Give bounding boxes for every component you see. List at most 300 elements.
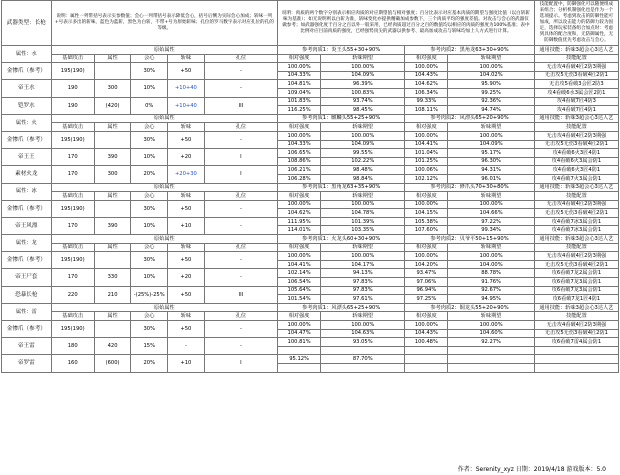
crit-value: 30%	[131, 131, 168, 148]
base-attack: 220	[51, 286, 94, 303]
section-header-row	[2, 183, 619, 192]
skill-config: 攻6看破7龙2属会防1	[534, 269, 618, 278]
reference-meat-2: 参考肉质2：修爪头70+30+80%	[405, 183, 534, 192]
relative-strength-1: 104.62%	[278, 209, 321, 218]
sharp-expectation-1: 98.84%	[321, 174, 405, 183]
sharp-expectation-1: 101.39%	[321, 217, 405, 226]
reference-meat-1: 参考肉质1：风漂头65+25+90%	[278, 303, 405, 312]
column-header: 斩味	[168, 192, 205, 201]
sharp-expectation-1: 96.39%	[321, 80, 405, 89]
crit-value: 15%	[131, 338, 168, 355]
sharp-expectation-1: 100.00%	[321, 321, 405, 330]
weapon-row	[2, 321, 619, 330]
sharp-expectation-2: 92.27%	[448, 338, 534, 347]
slot-value: III	[204, 286, 277, 303]
sharp-expectation-2: 99.25%	[448, 88, 534, 97]
relative-strength-2: 104.15%	[405, 209, 448, 218]
section-header-row	[2, 303, 619, 312]
relative-strength-2	[405, 346, 448, 355]
sharpness-value: +50	[168, 63, 205, 80]
sharp-expectation-2: 100.00%	[448, 63, 534, 72]
relative-strength-2: 105.38%	[405, 217, 448, 226]
element-value: 420	[94, 338, 131, 355]
slot-value: -	[204, 321, 277, 338]
slot-value: III	[204, 97, 277, 114]
sharp-expectation-2	[448, 346, 534, 355]
base-attack: 195(190)	[51, 131, 94, 148]
reference-meat-2: 参考肉质2：风漂头65+20+90%	[405, 114, 534, 123]
weapon-name: 金惨爪（参考）	[2, 252, 52, 269]
relative-strength-1: 101.54%	[278, 295, 321, 304]
sharp-expectation-1: 87.70%	[321, 355, 405, 364]
column-header: 相对强度	[405, 243, 448, 252]
sharp-expectation-1: 100.00%	[321, 131, 405, 140]
sharp-expectation-1: 93.05%	[321, 338, 405, 347]
sharp-expectation-2: 95.90%	[448, 80, 534, 89]
crit-value: -(25%)-25%	[131, 286, 168, 303]
skill-config: 无击攻5无伤3看破4匠2防1	[534, 71, 618, 80]
sharp-expectation-1: 104.17%	[321, 260, 405, 269]
sharpness-value: +20	[168, 149, 205, 166]
header-row	[2, 1, 619, 46]
skill-config: 无击攻5无伤3看破4匠2防1	[534, 329, 618, 338]
skill-config: 攻4看破7冰3属会防1	[534, 217, 618, 226]
element-value: 330	[94, 269, 131, 286]
sharp-expectation-2	[448, 355, 534, 364]
skill-config: 攻4看破6水3属会匠2防1	[534, 88, 618, 97]
column-header: 基础攻击	[51, 312, 94, 321]
weapon-name: 帝王雷	[2, 338, 52, 355]
weapon-row	[2, 149, 619, 158]
weapon-name: 金惨爪（参考）	[2, 200, 52, 217]
sharpness-value: +10	[168, 355, 205, 372]
sharp-expectation-2: 104.09%	[448, 140, 534, 149]
column-header: 技能配置	[534, 192, 618, 201]
element-value: (600)	[94, 355, 131, 372]
column-header: 斩味期望	[448, 243, 534, 252]
relative-strength-2: 104.41%	[405, 140, 448, 149]
skill-config: 无击攻4看破4匠2防3期强	[534, 321, 618, 330]
relative-strength-2: 107.60%	[405, 226, 448, 235]
reference-meat-1: 参考肉质1：黑角龙63+35+90%	[278, 183, 405, 192]
crit-value: 10%	[131, 217, 168, 234]
crit-value: 30%	[131, 200, 168, 217]
sharp-expectation-1: 100.00%	[321, 63, 405, 72]
sharp-expectation-1: 97.61%	[321, 295, 405, 304]
column-header: 相对强度	[278, 243, 321, 252]
element-value	[94, 321, 131, 338]
relative-strength-1	[278, 346, 321, 355]
slot-value: -	[204, 200, 277, 217]
column-header: 技能配置	[534, 243, 618, 252]
relative-strength-1: 106.54%	[278, 278, 321, 287]
column-header: 孔位	[204, 54, 277, 63]
relative-strength-2: 100.00%	[405, 200, 448, 209]
relative-strength-2: 106.34%	[405, 88, 448, 97]
skill-config: 无击攻5看破3会匠2防3	[534, 80, 618, 89]
slot-value: I	[204, 355, 277, 372]
sharp-expectation-2: 100.00%	[448, 321, 534, 330]
slot-value: -	[204, 269, 277, 286]
base-attr-label: 原始属性	[51, 46, 277, 55]
crit-value: 20%	[131, 166, 168, 183]
sharp-expectation-2: 100.00%	[448, 252, 534, 261]
common-skill: 通用技能：斩味3超会心3达人艺	[534, 183, 618, 192]
relative-strength-1: 104.33%	[278, 140, 321, 149]
element-value: 390	[94, 149, 131, 166]
column-header: 会心	[131, 312, 168, 321]
relative-strength-1: 101.83%	[278, 97, 321, 106]
sharpness-value: +20+30	[168, 166, 205, 183]
skill-config: 无击攻4看破4匠2防3期强	[534, 131, 618, 140]
slot-value: -	[204, 217, 277, 234]
skill-config: 无击攻4看破4匠2防3期强	[534, 63, 618, 72]
base-attr-label: 原始属性	[51, 114, 277, 123]
relative-strength-2: 100.00%	[405, 321, 448, 330]
reference-meat-2: 参考肉质2：铜龙头55+20+90%	[405, 303, 534, 312]
base-attack: 195(190)	[51, 200, 94, 217]
sharp-expectation-1: 104.78%	[321, 209, 405, 218]
base-attack: 170	[51, 149, 94, 166]
slot-value: -	[204, 63, 277, 80]
relative-strength-1: 95.12%	[278, 355, 321, 364]
sharp-expectation-2: 92.36%	[448, 97, 534, 106]
sharpness-value: +10+40	[168, 80, 205, 97]
column-header-row	[2, 54, 619, 63]
relative-strength-1: 105.64%	[278, 286, 321, 295]
column-header: 斩味期望	[448, 54, 534, 63]
sharp-expectation-1: 104.63%	[321, 329, 405, 338]
sharp-expectation-1: 94.13%	[321, 269, 405, 278]
relative-strength-1: 116.25%	[278, 106, 321, 115]
relative-strength-2: 101.04%	[405, 149, 448, 158]
skill-config: 攻6看破7龙3属会防1	[534, 278, 618, 287]
column-header: 会心	[131, 192, 168, 201]
relative-strength-1: 104.33%	[278, 71, 321, 80]
skill-config	[534, 346, 618, 355]
relative-strength-2: 100.00%	[405, 252, 448, 261]
column-header: 孔位	[204, 192, 277, 201]
column-header: 属性	[94, 312, 131, 321]
sharp-expectation-2: 94.31%	[448, 166, 534, 175]
weapon-row	[2, 63, 619, 72]
column-header-row	[2, 192, 619, 201]
weapon-row	[2, 166, 619, 175]
relative-strength-2: 99.33%	[405, 97, 448, 106]
column-header: 斩味期望	[321, 192, 405, 201]
sharp-expectation-2: 104.00%	[448, 260, 534, 269]
base-attack: 195(190)	[51, 63, 94, 80]
sharp-expectation-1: 104.09%	[321, 71, 405, 80]
column-header: 技能配置	[534, 123, 618, 132]
sharp-expectation-1	[321, 346, 405, 355]
skill-config	[534, 363, 618, 372]
element-value: (420)	[94, 97, 131, 114]
sharp-expectation-2: 100.00%	[448, 200, 534, 209]
weapon-row	[2, 269, 619, 278]
column-header: 孔位	[204, 312, 277, 321]
column-header: 属性	[94, 243, 131, 252]
skill-config: 无击攻5无伤3看破4匠2防1	[534, 140, 618, 149]
column-header-row	[2, 312, 619, 321]
column-header: 技能配置	[534, 54, 618, 63]
sharp-expectation-1: 104.09%	[321, 140, 405, 149]
column-header: 相对强度	[405, 123, 448, 132]
slot-value: I	[204, 166, 277, 183]
base-attack: 160	[51, 355, 94, 372]
column-header: 属性	[94, 54, 131, 63]
note-left: 说明：属性一列带括号表示实参数值；会心一列带括号表示降低会心，括号后侧为实际会心加成；斩味一列+号表示多出的斩味，蓝色为蓝斩，黑色为白斩，不带+号为原始斩味；孔位的罗马数字表示对应孔位的孔的等级。	[51, 1, 277, 46]
relative-strength-1: 100.00%	[278, 131, 321, 140]
column-header-row	[2, 123, 619, 132]
column-header: 斩味	[168, 54, 205, 63]
skill-config: 攻4看破6火3属会防1	[534, 157, 618, 166]
column-header: 相对强度	[278, 54, 321, 63]
weapon-name: 金惨爪（参考）	[2, 321, 52, 338]
column-header: 基础攻击	[51, 123, 94, 132]
skill-config: 攻4看破7冰3属会防1	[534, 226, 618, 235]
skill-config: 无击攻5无伤3看破4匠2防1	[534, 209, 618, 218]
sharp-expectation-2: 88.78%	[448, 269, 534, 278]
reference-meat-2: 参考肉质2：贝爷平50+15+90%	[405, 235, 534, 244]
column-header: 技能配置	[534, 312, 618, 321]
base-attack: 180	[51, 338, 94, 355]
crit-value: 30%	[131, 321, 168, 338]
weapon-row	[2, 217, 619, 226]
relative-strength-1	[278, 363, 321, 372]
skill-config: 攻4看破7火3属会防1	[534, 174, 618, 183]
base-attack: 170	[51, 269, 94, 286]
crit-value: 10%	[131, 269, 168, 286]
sharp-expectation-2: 100.00%	[448, 131, 534, 140]
column-header: 相对强度	[405, 54, 448, 63]
author-footer: 作者：Serenity_xyz 日期：2019/4/18 游戏版本：5.0	[457, 466, 606, 473]
sharp-expectation-1: 102.22%	[321, 157, 405, 166]
common-skill: 通用技能：斩味3超会心3达人艺	[534, 303, 618, 312]
relative-strength-2	[405, 363, 448, 372]
crit-value: 30%	[131, 63, 168, 80]
reference-meat-1: 参考肉质1：麒麟头55+25+90%	[278, 114, 405, 123]
sharp-expectation-1: 99.55%	[321, 149, 405, 158]
relative-strength-2: 100.00%	[405, 131, 448, 140]
note-mid: 说明：肉质的两个数字分别表示相应肉质的对应期望值与相对强度；百分比表示对应基本肉质的期望与强度比值（以白斩斩味为基准）；如无说明则以白斩为准，斩味变化亦提供精确加成参数下，三个肉质平均的强度差值。对攻击与会心的武器仅做参考；如武器强化度于百分之百以外一般采用，已经肉质超过百分之百的数值均以相应的肉质的强度为100%基准；表中比例对应目前肉质的强度，已经强势顶尖的武器以供参考、最高加成攻击与斩味均加上人方式进行计算。	[278, 1, 535, 46]
weapon-row	[2, 200, 619, 209]
sharpness-value: +50	[168, 200, 205, 217]
slot-value: -	[204, 252, 277, 269]
sharp-expectation-2: 96.01%	[448, 174, 534, 183]
element-value: 300	[94, 80, 131, 97]
sharp-expectation-1: 97.83%	[321, 286, 405, 295]
slot-value: -	[204, 80, 277, 97]
column-header: 斩味期望	[321, 243, 405, 252]
base-attr-label: 原始属性	[51, 235, 277, 244]
weapon-row	[2, 80, 619, 89]
attribute-label: 属性：冰	[2, 183, 52, 200]
common-skill: 通用技能：斩味3超会心3达人艺	[534, 235, 618, 244]
sharpness-value: +10	[168, 217, 205, 234]
column-header: 基础攻击	[51, 192, 94, 201]
relative-strength-1: 100.00%	[278, 200, 321, 209]
relative-strength-1: 109.04%	[278, 88, 321, 97]
sharp-expectation-2: 99.34%	[448, 226, 534, 235]
sharp-expectation-2: 94.95%	[448, 295, 534, 304]
relative-strength-2: 96.94%	[405, 286, 448, 295]
relative-strength-2: 104.43%	[405, 329, 448, 338]
column-header: 斩味期望	[448, 192, 534, 201]
element-value: 300	[94, 166, 131, 183]
relative-strength-2	[405, 355, 448, 364]
column-header: 会心	[131, 123, 168, 132]
column-header: 斩味期望	[321, 312, 405, 321]
element-value: 390	[94, 217, 131, 234]
element-value	[94, 252, 131, 269]
element-value	[94, 63, 131, 80]
crit-value: 10%	[131, 149, 168, 166]
sharp-expectation-2: 96.30%	[448, 157, 534, 166]
weapon-name: 铠罗水	[2, 97, 52, 114]
weapon-comparison-table	[1, 0, 619, 373]
relative-strength-1: 100.81%	[278, 338, 321, 347]
sharp-expectation-1	[321, 363, 405, 372]
common-skill: 通用技能：斩味3超会心3达人艺	[534, 114, 618, 123]
weapon-name: 帝王风漂	[2, 217, 52, 234]
weapon-name: 恐暴长枪	[2, 286, 52, 303]
skill-config: 无击攻5无伤3看破4匠2防1	[534, 260, 618, 269]
relative-strength-1: 104.47%	[278, 329, 321, 338]
relative-strength-2: 93.47%	[405, 269, 448, 278]
column-header-row	[2, 243, 619, 252]
column-header: 属性	[94, 123, 131, 132]
sharp-expectation-1: 100.00%	[321, 200, 405, 209]
skill-config	[534, 355, 618, 364]
slot-value: I	[204, 149, 277, 166]
column-header: 属性	[94, 192, 131, 201]
relative-strength-1: 111.95%	[278, 217, 321, 226]
skill-config: 攻4看破6火3匠4防1	[534, 149, 618, 158]
weapon-row	[2, 97, 619, 106]
skill-config: 攻4看破6火3匠4防1	[534, 166, 618, 175]
sharp-expectation-1: 103.35%	[321, 226, 405, 235]
skill-config: 无击攻4看破4匠2防3期强	[534, 200, 618, 209]
relative-strength-1: 108.86%	[278, 157, 321, 166]
sharp-expectation-1: 100.83%	[321, 88, 405, 97]
slot-value: -	[204, 131, 277, 148]
sharpness-value: +50	[168, 252, 205, 269]
element-value: 210	[94, 286, 131, 303]
section-header-row	[2, 235, 619, 244]
relative-strength-2: 100.00%	[405, 63, 448, 72]
relative-strength-2: 97.06%	[405, 278, 448, 287]
sharp-expectation-2: 97.22%	[448, 217, 534, 226]
sharpness-value: +50	[168, 286, 205, 303]
attribute-label: 属性：水	[2, 46, 52, 63]
slot-value: -	[204, 338, 277, 355]
crit-value: 0%	[131, 97, 168, 114]
relative-strength-2: 104.62%	[405, 80, 448, 89]
sharp-expectation-2: 92.67%	[448, 286, 534, 295]
relative-strength-1: 114.01%	[278, 226, 321, 235]
weapon-type-cell: 武器类型：长枪	[2, 1, 52, 46]
common-skill: 通用技能：斩味3超会心3达人艺	[534, 46, 618, 55]
note-right: 技能配置中，防御强化可以随便组成来组合；分析机制强化也是作为一个选项提示。考虑到攻击的防御性能可加成，所以攻击能力的防御力较为固定，选择玩家装备组合加点时：考虑到具体的配合度和，无防御属性，无防御数值优先考虑攻击与会心。	[534, 1, 618, 46]
attribute-label: 属性：雷	[2, 303, 52, 320]
attribute-label: 属性：火	[2, 114, 52, 131]
column-header: 斩味	[168, 123, 205, 132]
sharp-expectation-1: 100.00%	[321, 252, 405, 261]
column-header: 相对强度	[278, 192, 321, 201]
column-header: 基础攻击	[51, 243, 94, 252]
attribute-label: 属性：龙	[2, 235, 52, 252]
sharp-expectation-1: 97.83%	[321, 278, 405, 287]
weapon-row	[2, 355, 619, 364]
sharp-expectation-2: 94.74%	[448, 106, 534, 115]
section-header-row	[2, 114, 619, 123]
base-attr-label: 原始属性	[51, 183, 277, 192]
sharp-expectation-1: 98.48%	[321, 166, 405, 175]
weapon-name: 帝王水	[2, 80, 52, 97]
weapon-name: 金惨爪（参考）	[2, 63, 52, 80]
base-attack: 170	[51, 217, 94, 234]
skill-config: 无击攻4看破4匠2防3期强	[534, 252, 618, 261]
sharpness-value: +50	[168, 131, 205, 148]
relative-strength-2: 101.25%	[405, 157, 448, 166]
skill-config: 攻6看破7龙1匠4防1	[534, 295, 618, 304]
column-header: 相对强度	[405, 312, 448, 321]
column-header: 相对强度	[278, 312, 321, 321]
column-header: 斩味期望	[321, 123, 405, 132]
weapon-name: 素材火龙	[2, 166, 52, 183]
reference-meat-1: 参考肉质1：火龙头60+30+90%	[278, 235, 405, 244]
relative-strength-1: 106.21%	[278, 166, 321, 175]
column-header: 斩味期望	[448, 123, 534, 132]
sharpness-value: +10+40	[168, 97, 205, 114]
column-header: 斩味期望	[448, 312, 534, 321]
weapon-row	[2, 252, 619, 261]
sharp-expectation-2	[448, 363, 534, 372]
skill-config: 攻4看破7匠4防3	[534, 97, 618, 106]
relative-strength-1: 106.28%	[278, 174, 321, 183]
column-header: 斩味期望	[321, 54, 405, 63]
relative-strength-1: 102.14%	[278, 269, 321, 278]
weapon-row	[2, 131, 619, 140]
base-attack: 190	[51, 97, 94, 114]
relative-strength-1: 106.65%	[278, 149, 321, 158]
column-header: 基础攻击	[51, 54, 94, 63]
element-value	[94, 131, 131, 148]
relative-strength-2: 108.11%	[405, 106, 448, 115]
sharpness-value: -	[168, 338, 205, 355]
relative-strength-1: 100.00%	[278, 321, 321, 330]
relative-strength-1: 104.41%	[278, 260, 321, 269]
relative-strength-2: 104.20%	[405, 260, 448, 269]
weapon-row	[2, 338, 619, 347]
crit-value: 30%	[131, 252, 168, 269]
relative-strength-1: 100.00%	[278, 252, 321, 261]
weapon-name: 帝王尸套	[2, 269, 52, 286]
reference-meat-1: 参考肉质1：炎王头55+30+90%	[278, 46, 405, 55]
column-header: 孔位	[204, 123, 277, 132]
column-header: 相对强度	[405, 192, 448, 201]
base-attack: 170	[51, 166, 94, 183]
column-header: 斩味	[168, 243, 205, 252]
column-header: 相对强度	[278, 123, 321, 132]
sharp-expectation-2: 104.02%	[448, 71, 534, 80]
column-header: 斩味	[168, 312, 205, 321]
relative-strength-2: 100.06%	[405, 166, 448, 175]
crit-value: 20%	[131, 355, 168, 372]
crit-value: 10%	[131, 80, 168, 97]
column-header: 会心	[131, 243, 168, 252]
